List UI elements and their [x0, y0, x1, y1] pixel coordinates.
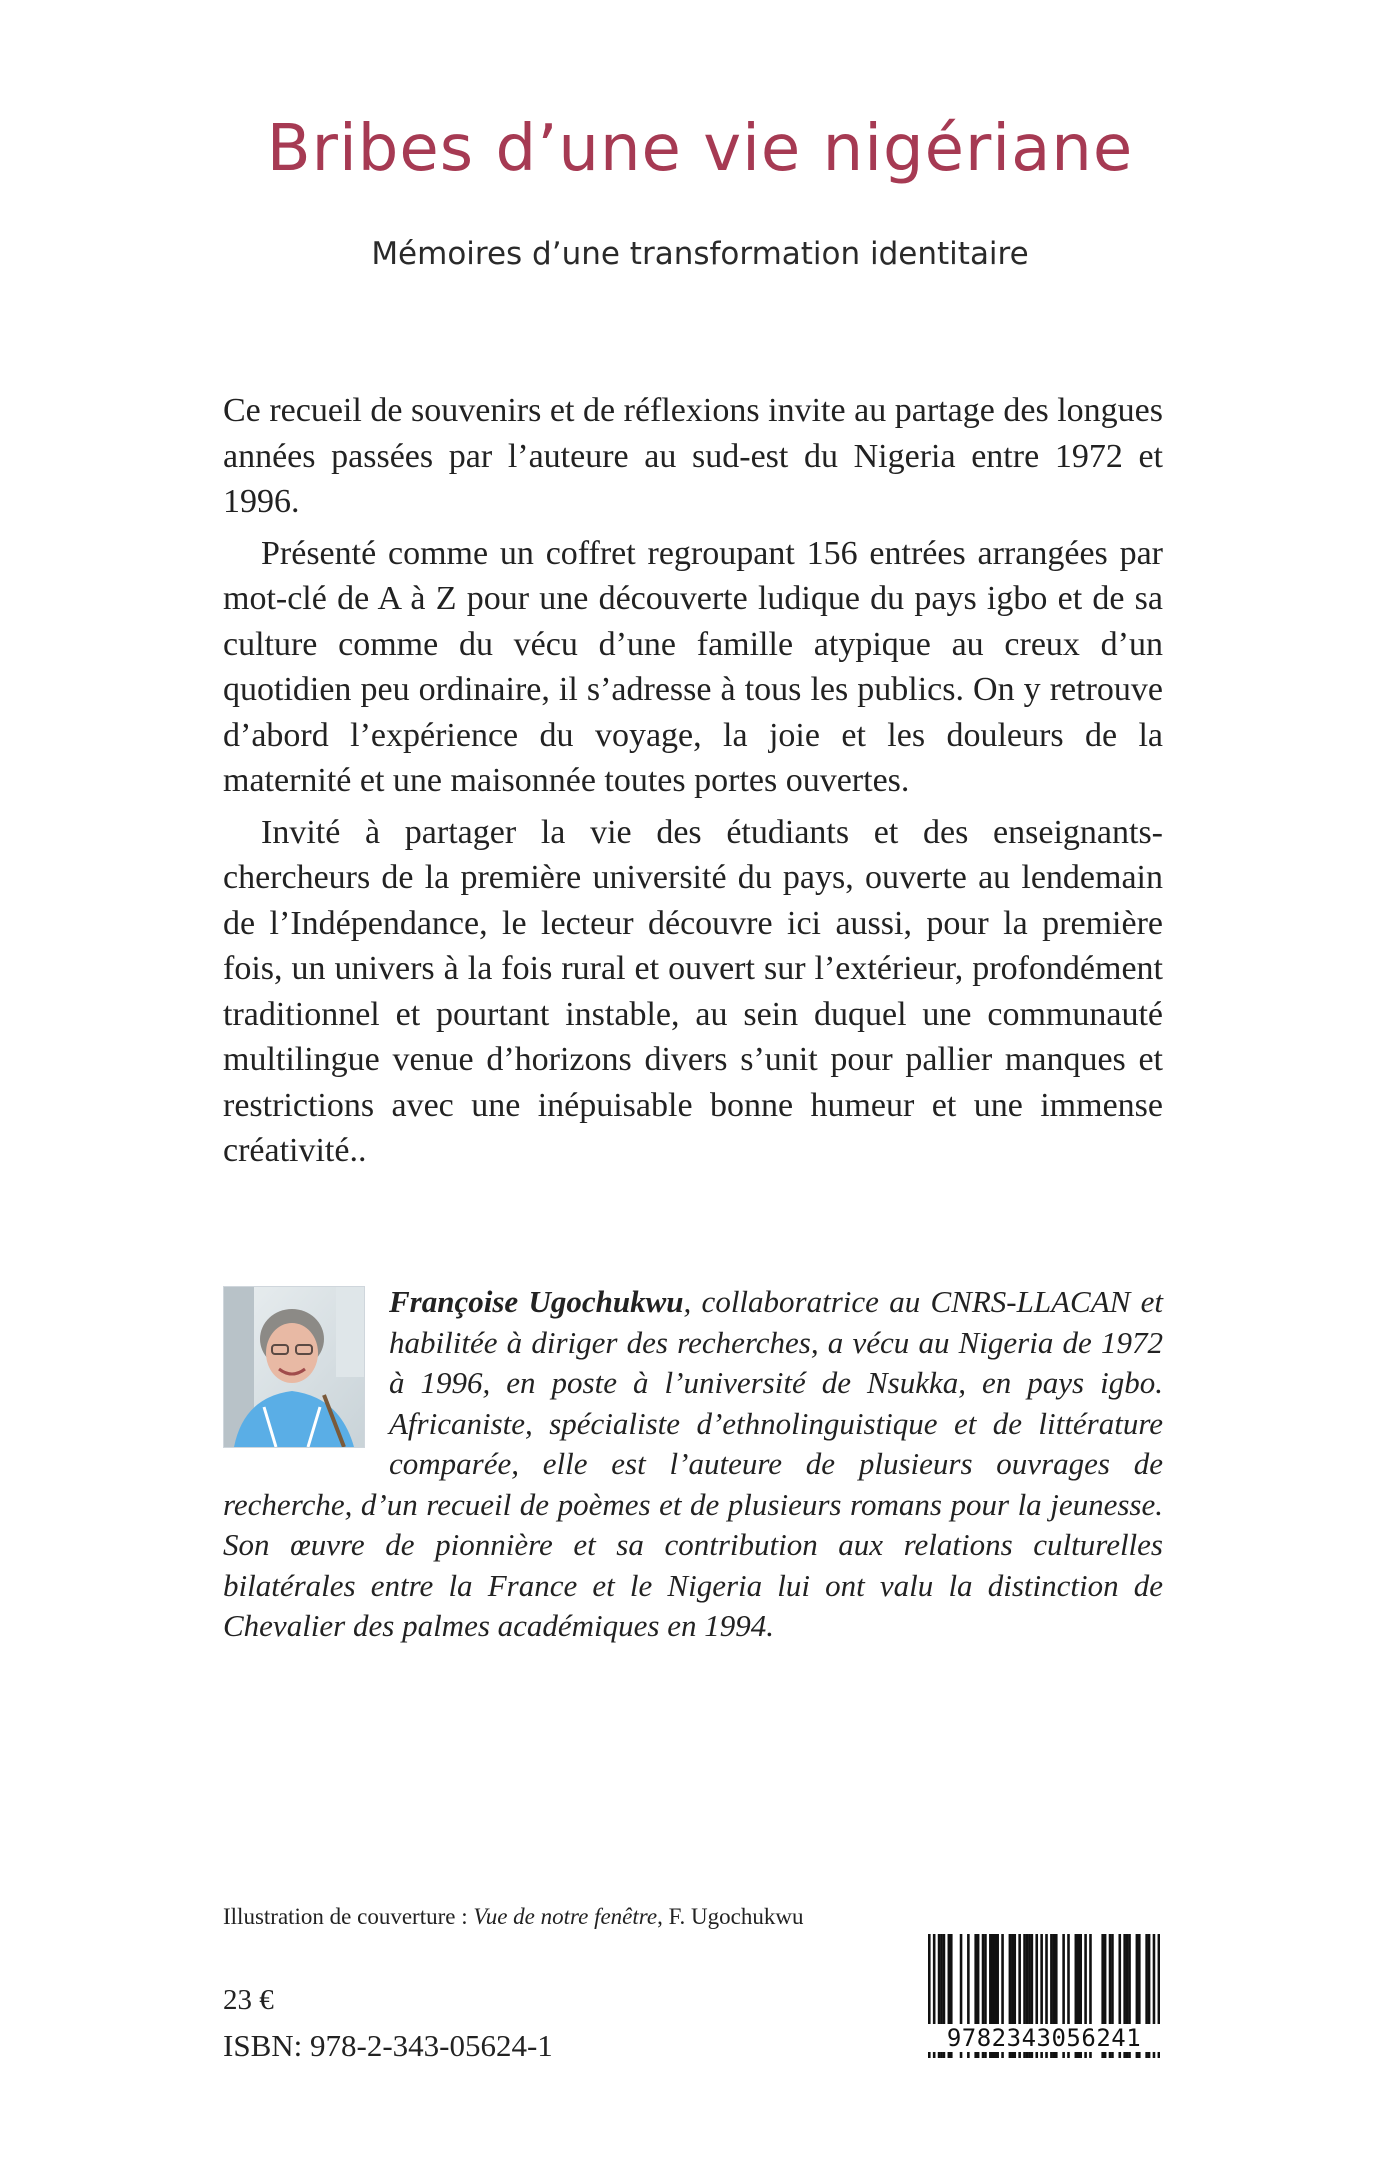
author-biography — [223, 1282, 1163, 1647]
author-bio-text: , collaboratrice au CNRS-LLACAN et habilitée à diriger des recherches, a vécu au Nigeria de 1972 à 1996, en poste à l’université de Nsukka, en pays igbo. Africaniste, spécialiste d’ethnolinguistique et de littérature comparée, elle est l’auteure de plusieurs ouvrages de recherche, d’un recueil de poèmes et de plusieurs romans pour la jeunesse. Son œuvre de pionnière et sa contribution aux relations culturelles bilatérales entre la France et le Nigeria lui ont valu la distinction de Chevalier des palmes académiques en 1994. — [223, 1284, 1163, 1643]
blurb-paragraph: Ce recueil de souvenirs et de réflexions invite au partage des longues années passées par l’auteure au sud-est du Nigeria entre 1972 et 1996. — [223, 392, 1163, 520]
blurb-paragraph: Invité à partager la vie des étudiants et des enseignants-chercheurs de la première université du pays, ouverte au lendemain de l’Indépendance, le lecteur découvre ici aussi, pour la première fois, un univers à la fois rural et ouvert sur l’extérieur, profondément traditionnel et pourtant instable, au sein duquel une communauté multilingue venue d’horizons divers s’unit pour pallier manques et restrictions avec une inépuisable bonne humeur et une immense créativité.. — [223, 813, 1163, 1169]
price: 23 € — [223, 1984, 274, 2016]
isbn: ISBN: 978-2-343-05624-1 — [223, 2028, 553, 2063]
barcode-digits: 9782343056241 — [920, 2024, 1168, 2052]
cover-illustration-credit — [223, 1904, 803, 1930]
credit-label: Illustration de couverture : — [223, 1904, 474, 1929]
book-title: Bribes d’une vie nigériane — [266, 112, 1134, 186]
credit-work-title: Vue de notre fenêtre — [473, 1904, 658, 1929]
back-cover-blurb — [223, 388, 1163, 1180]
author-photo — [223, 1286, 365, 1448]
credit-artist: , F. Ugochukwu — [657, 1904, 804, 1929]
book-subtitle: Mémoires d’une transformation identitaire — [371, 236, 1029, 272]
author-name: Françoise Ugochukwu — [389, 1284, 684, 1319]
blurb-paragraph: Présenté comme un coffret regroupant 156 entrées arrangées par mot-clé de A à Z pour une découverte ludique du pays igbo et de sa culture comme du vécu d’une famille atypique au creux d’un quotidien peu ordinaire, il s’adresse à tous les publics. On y retrouve d’abord l’expérience du voyage, la joie et les douleurs de la maternité et une maisonnée toutes portes ouvertes. — [223, 534, 1163, 799]
